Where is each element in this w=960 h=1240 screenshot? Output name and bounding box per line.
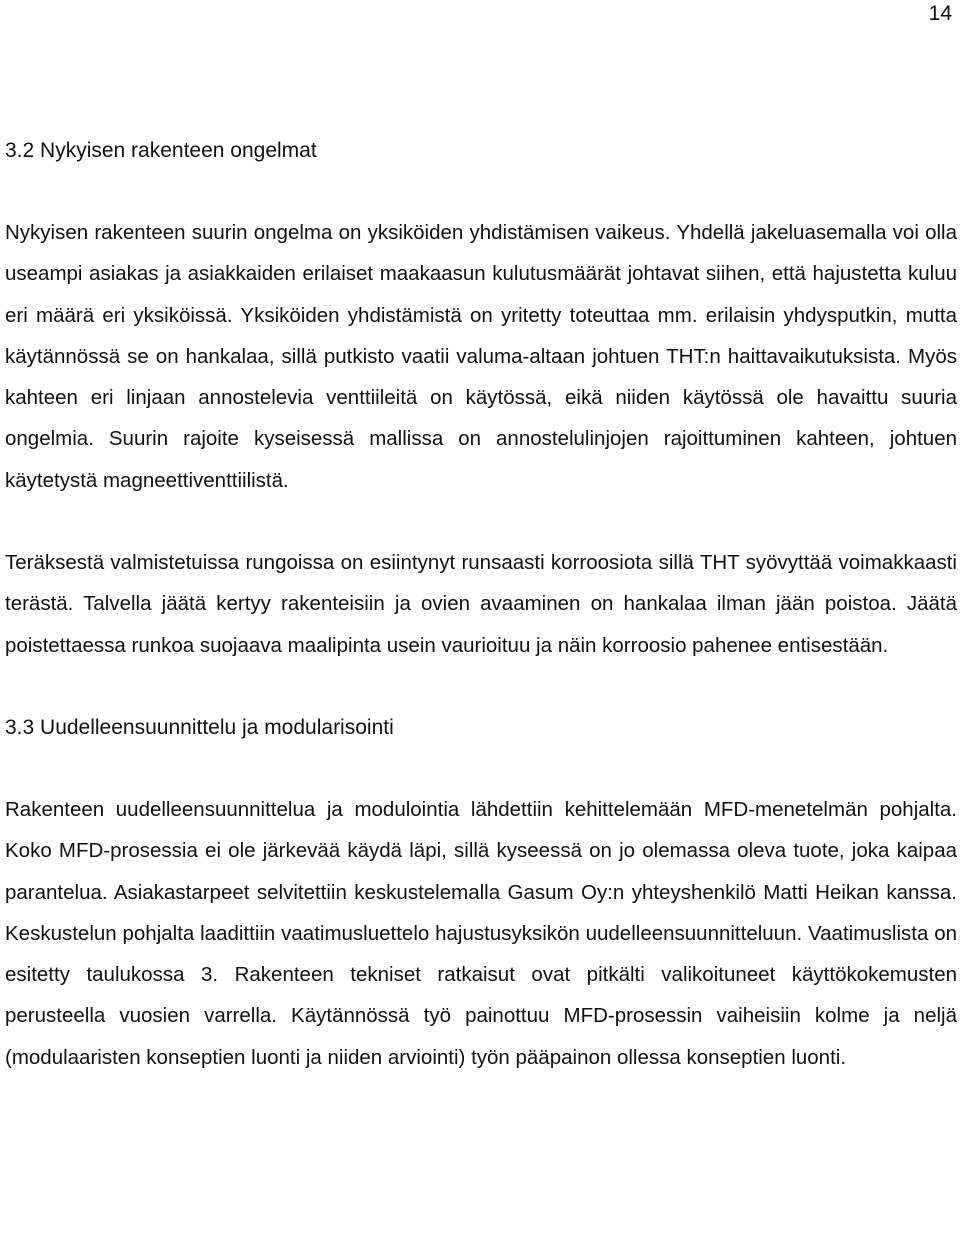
paragraph: Teräksestä valmistetuissa rungoissa on esiintynyt runsaasti korroosiota sillä THT syövyttää voimakkaasti terästä. Talvella jäätä kertyy rakenteisiin ja ovien avaaminen on hankalaa ilman jään poistoa. Jäätä poistettaessa runkoa suojaava maalipinta usein vaurioituu ja näin korroosio pahenee entisestään. — [5, 551, 957, 657]
spacer — [5, 501, 957, 542]
page-number: 14 — [928, 2, 952, 25]
paragraph: Rakenteen uudelleensuunnittelua ja modulointia lähdettiin kehittelemään MFD-menetelmän pohjalta. Koko MFD-prosessia ei ole järkevää käydä läpi, sillä kyseessä on jo olemassa oleva tuote, joka kaipaa parantelua. Asiakastarpeet selvitettiin keskustelemalla Gasum Oy:n yhteyshenkilö Matti Heikan kanssa. Keskustelun pohjalta laadittiin vaatimusluettelo hajustusyksikön uudelleensuunnitteluun. Vaatimuslista on esitetty taulukossa 3. Rakenteen tekniset ratkaisut ovat pitkälti valikoituneet käyttökokemusten perusteella vuosien varrella. Käytännössä työ painottuu MFD-prosessin vaiheisiin kolme ja neljä (modulaaristen konseptien luonti ja niiden arviointi) työn pääpainon ollessa konseptien luonti. — [5, 797, 957, 1069]
section-heading-3-3: 3.3 Uudelleensuunnittelu ja modularisointi — [5, 715, 394, 739]
section-heading-3-2: 3.2 Nykyisen rakenteen ongelmat — [5, 139, 317, 162]
document-body — [5, 130, 957, 1078]
spacer — [5, 666, 957, 707]
paragraph: Nykyisen rakenteen suurin ongelma on yksiköiden yhdistämisen vaikeus. Yhdellä jakeluasemalla voi olla useampi asiakas ja asiakkaiden erilaiset maakaasun kulutusmäärät johtavat siihen, että hajustetta kuluu eri määrä eri yksiköissä. Yksiköiden yhdistämistä on yritetty toteuttaa mm. erilaisin yhdysputkin, mutta käytännössä se on hankalaa, sillä putkisto vaatii valuma-altaan johtuen THT:n haittavaikutuksista. Myös kahteen eri linjaan annostelevia venttiileitä on käytössä, eikä niiden käytössä ole havaittu suuria ongelmia. Suurin rajoite kyseisessä mallissa on annostelulinjojen rajoittuminen kahteen, johtuen käytetystä magneettiventtiilistä. — [5, 221, 957, 492]
spacer — [5, 748, 957, 789]
spacer — [5, 171, 957, 212]
